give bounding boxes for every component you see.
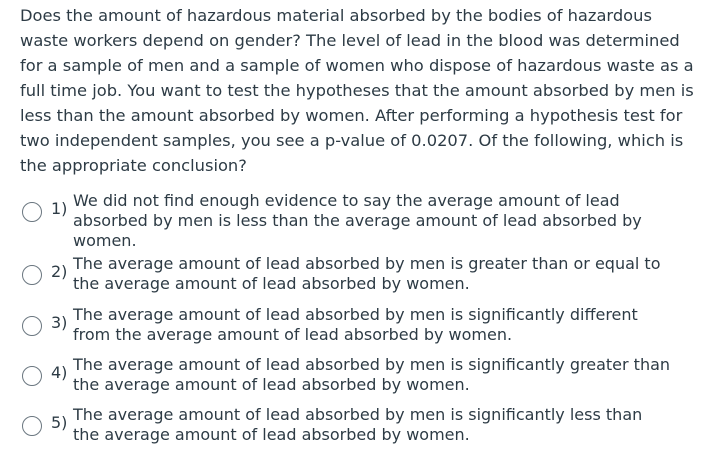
option-text: The average amount of lead absorbed by men is significantly less than the average amount of lead absorbed by women.	[73, 405, 643, 444]
option-number: 5)	[51, 413, 68, 432]
option-text: We did not find enough evidence to say the average amount of lead absorbed by men is less than the average amount of lead absorbed by women.	[73, 191, 642, 250]
option-number: 1)	[51, 199, 68, 218]
option-text: The average amount of lead absorbed by men is significantly different from the average amount of lead absorbed by women.	[73, 305, 638, 344]
radio-button[interactable]	[22, 416, 42, 436]
radio-button[interactable]	[22, 316, 42, 336]
answer-option-1[interactable]	[22, 191, 692, 252]
option-text: The average amount of lead absorbed by men is greater than or equal to the average amount of lead absorbed by women.	[73, 254, 661, 293]
option-number: 3)	[51, 313, 68, 332]
option-text: The average amount of lead absorbed by men is significantly greater than the average amount of lead absorbed by women.	[73, 355, 671, 394]
radio-button[interactable]	[22, 202, 42, 222]
option-number: 2)	[51, 262, 68, 281]
radio-button[interactable]	[22, 366, 42, 386]
question-text: Does the amount of hazardous material absorbed by the bodies of hazardous waste workers depend on gender? The level of lead in the blood was determined for a sample of men and a sample of women who dispose of hazardous waste as a full time job. You want to test the hypotheses that the amount absorbed by men is less than the amount absorbed by women. After performing a hypothesis test for two independent samples, you see a p-value of 0.0207. Of the following, which is the appropriate conclusion?	[20, 6, 694, 175]
option-number: 4)	[51, 363, 68, 382]
answer-option-5[interactable]	[22, 405, 692, 466]
radio-button[interactable]	[22, 265, 42, 285]
